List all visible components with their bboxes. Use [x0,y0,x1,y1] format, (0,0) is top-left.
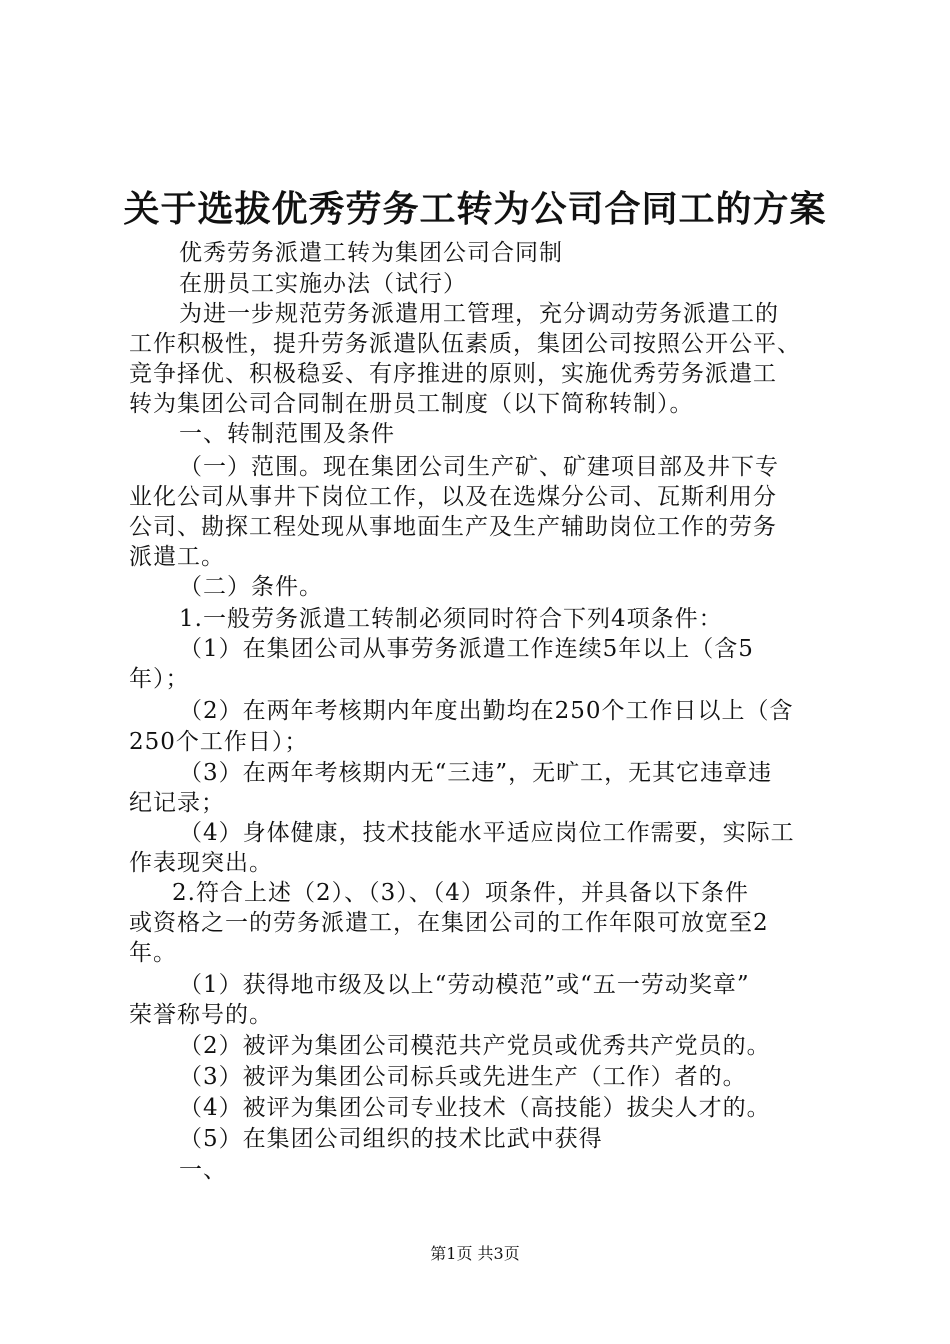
body-line: 1.一般劳务派遣工转制必须同时符合下列4项条件： [179,606,723,632]
body-line: 公司、勘探工程处现从事地面生产及生产辅助岗位工作的劳务 [129,514,777,540]
body-line: 优秀劳务派遣工转为集团公司合同制 [179,240,563,266]
body-line: （二）条件。 [179,574,323,600]
body-line: （4）被评为集团公司专业技术（高技能）拔尖人才的。 [179,1095,771,1121]
body-line: 派遣工。 [129,544,225,570]
body-line: 转为集团公司合同制在册员工制度（以下简称转制）。 [129,391,694,417]
body-line: （3）在两年考核期内无“三违”，无旷工，无其它违章违 [179,760,773,786]
body-line: 业化公司从事井下岗位工作，以及在选煤分公司、瓦斯利用分 [129,484,777,510]
body-line: 竞争择优、积极稳妥、有序推进的原则，实施优秀劳务派遣工 [129,361,777,387]
body-line: 年。 [129,940,177,966]
body-line: 一、 [179,1157,227,1183]
body-line: 为进一步规范劳务派遣用工管理，充分调动劳务派遣工的 [179,301,779,327]
body-line: （1）在集团公司从事劳务派遣工作连续5年以上（含5 [179,636,754,662]
body-line: 年）； [129,666,190,692]
body-line: 纪记录； [129,790,225,816]
body-line: （3）被评为集团公司标兵或先进生产（工作）者的。 [179,1064,747,1090]
body-line: 250个工作日）； [129,729,309,755]
body-line: （2）被评为集团公司模范共产党员或优秀共产党员的。 [179,1033,771,1059]
body-line: 作表现突出。 [129,850,273,876]
section-heading: 一、转制范围及条件 [179,421,395,447]
body-line: 在册员工实施办法（试行） [179,271,467,297]
body-line: 荣誉称号的。 [129,1002,273,1028]
body-line: （1）获得地市级及以上“劳动模范”或“五一劳动奖章” [179,972,750,998]
body-line: （2）在两年考核期内年度出勤均在250个工作日以上（含 [179,698,794,724]
body-line: 工作积极性，提升劳务派遣队伍素质，集团公司按照公开公平、 [129,331,801,357]
document-title: 关于选拔优秀劳务工转为公司合同工的方案 [123,188,827,230]
page-footer: 第1页 共3页 [430,1244,520,1263]
body-line: （5）在集团公司组织的技术比武中获得 [179,1126,603,1152]
body-line: （4）身体健康，技术技能水平适应岗位工作需要，实际工 [179,820,795,846]
body-line: 2.符合上述（2）、（3）、（4）项条件，并具备以下条件 [172,880,749,906]
body-line: 或资格之一的劳务派遣工，在集团公司的工作年限可放宽至2 [129,910,769,936]
body-line: （一）范围。现在集团公司生产矿、矿建项目部及井下专 [179,454,779,480]
